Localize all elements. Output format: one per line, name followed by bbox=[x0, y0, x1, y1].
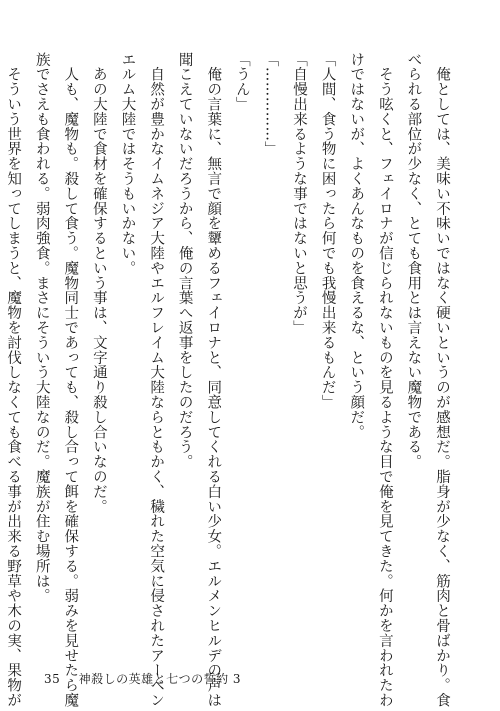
book-title: 神殺しの英雄と七つの誓約 3 bbox=[78, 672, 242, 686]
text-line: べられる部位が少なく、とても食用とは言えない魔物である。 bbox=[405, 52, 422, 470]
text-line: 俺としては、美味い不味いではなく硬いというのが感想だ。脂身が少なく、筋肉と骨ばかり。食 bbox=[434, 52, 450, 708]
text-line: 聞こえていないだろうから、俺の言葉へ返事をしたのだろう。 bbox=[176, 52, 193, 470]
text-line: 「人間、食う物に困ったら何でも我慢出来るもんだ」 bbox=[319, 52, 336, 410]
text-line: エルム大陸ではそうもいかない。 bbox=[119, 52, 136, 276]
page-footer bbox=[44, 670, 241, 687]
text-line: 「……………」 bbox=[262, 52, 279, 157]
text-line: 人も、魔物も。殺して食う。魔物同士であっても、殺し合って餌を確保する。弱みを見せたら魔 bbox=[62, 52, 79, 708]
text-line: 「うん」 bbox=[233, 52, 250, 112]
text-line: 「自慢出来るような事ではないと思うが」 bbox=[291, 52, 308, 336]
text-line: そういう世界を知ってしまうと、魔物を討伐しなくても食べる事が出来る野草や木の実、果物が bbox=[5, 52, 22, 708]
page-number: 35 bbox=[44, 672, 61, 686]
text-line: あの大陸で食材を確保するという事は、文字通り殺し合いなのだ。 bbox=[90, 52, 107, 514]
text-line: 自然が豊かなイムネジア大陸やエルフレイム大陸ならともかく、穢れた空気に侵されたアーベン bbox=[148, 52, 165, 708]
text-line: 族でさえも食われる。弱肉強食。まさにそういう大陸なのだ。魔族が住む場所は。 bbox=[33, 52, 50, 604]
text-line: けではないが、よくあんなものを食えるな、という顔だ。 bbox=[348, 52, 365, 440]
text-line: そう呟くと、フェイロナが信じられないものを見るような目で俺を見てきた。何かを言われたわ bbox=[376, 52, 393, 708]
text-line: 俺の言葉に、無言で顔を顰めるフェイロナと、同意してくれる白い少女。エルメンヒルデの声は bbox=[205, 52, 222, 708]
